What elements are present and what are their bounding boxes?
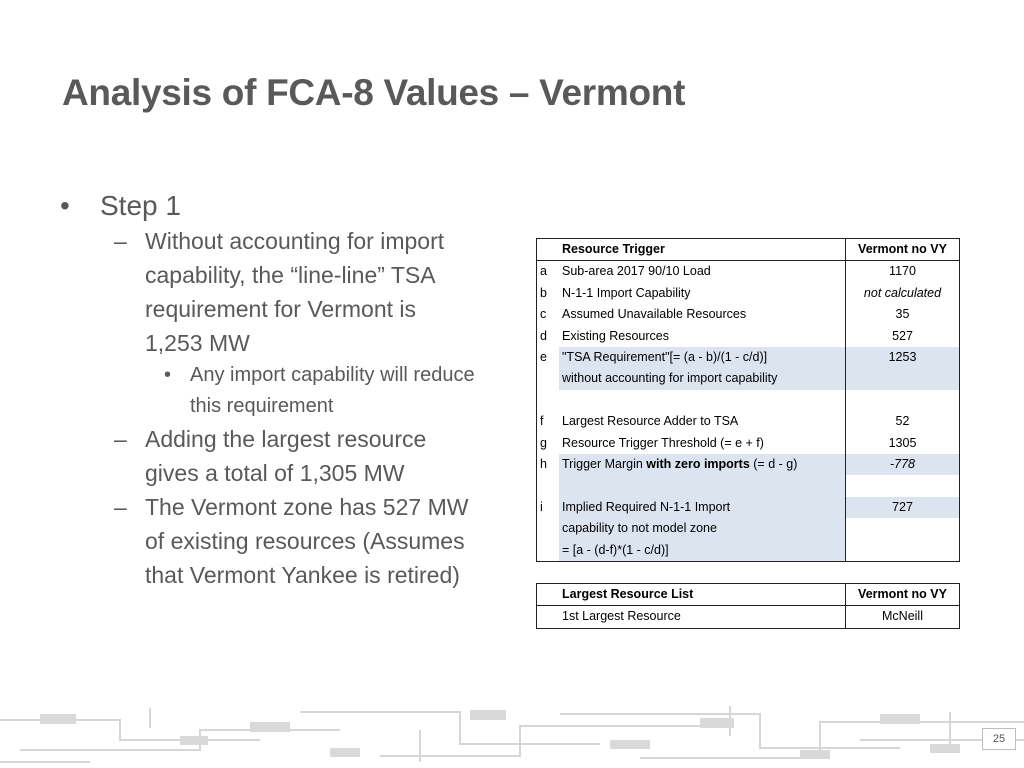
row-key: c [537,304,560,325]
table-row [537,261,960,283]
row-label: N-1-1 Import Capability [562,285,691,300]
spacer-cell [846,475,960,496]
row-value: 52 [846,411,960,432]
sub-sub-bullet [58,360,478,422]
table-row-continuation [537,518,960,539]
sub-bullet-1-text: Without accounting for import capability, the “line-line” TSA requirement for Vermont is 1,253 MW [145,228,445,356]
row-label: Existing Resources [562,328,669,343]
table-row [537,433,960,454]
dash-icon: – [114,426,127,452]
sub-bullet-2 [58,422,478,490]
row-label-cont: without accounting for import capability [559,368,846,389]
row-label: Resource Trigger Threshold (= e + f) [562,435,764,450]
row-key: g [537,433,560,454]
table-header-row [537,584,960,606]
sub-bullet-1 [58,224,478,360]
table-row [537,304,960,325]
row-label-bold: with zero imports [646,457,750,472]
spacer-cell [537,475,560,496]
sub-bullet-3-text: The Vermont zone has 527 MW of existing resources (Assumes that Vermont Yankee is retired) [145,494,469,588]
row-label: Sub-area 2017 90/10 Load [562,264,711,279]
row-key: i [537,497,560,518]
circuit-decoration [0,700,1024,768]
bullet-list [58,188,478,592]
table-header-label: Resource Trigger [559,239,846,261]
row-key-empty [537,368,560,389]
row-key: a [537,261,560,283]
table-header-value: Vermont no VY [846,239,960,261]
dash-icon: – [114,228,127,254]
dash-icon: – [114,494,127,520]
row-key: e [537,347,560,368]
row-value-empty [846,540,960,562]
table-row [537,497,960,518]
bullet-step-text: Step 1 [100,190,181,221]
row-value: McNeill [846,606,960,628]
spacer-cell [537,390,560,411]
row-label [559,454,846,475]
row-label: Assumed Unavailable Resources [562,307,747,322]
slide-title: Analysis of FCA-8 Values – Vermont [62,72,686,113]
table-header-key [537,584,560,606]
table-row [537,347,960,368]
table-row [537,326,960,347]
row-value: 1253 [846,347,960,368]
bullet-step [58,188,478,224]
row-key: d [537,326,560,347]
sub-bullet-2-text: Adding the largest resource gives a total of 1,305 MW [145,426,427,486]
resource-trigger-table [536,238,960,562]
row-value: 527 [846,326,960,347]
row-value-empty [846,368,960,389]
row-label-prefix: Trigger Margin [562,457,647,472]
table-header-value: Vermont no VY [846,584,960,606]
table-header-label: Largest Resource List [559,584,846,606]
row-label: "TSA Requirement"[= (a - b)/(1 - c/d)] [559,347,846,368]
row-label: Implied Required N-1-1 Import [559,497,846,518]
spacer-cell [559,475,846,496]
table-spacer-row [537,475,960,496]
row-value-empty [846,518,960,539]
row-key: h [537,454,560,475]
table-row [537,411,960,432]
table-header-key [537,239,560,261]
row-key-empty [537,518,560,539]
row-label-suffix: (= d - g) [749,457,798,472]
row-value: -778 [846,454,960,475]
page-number: 25 [982,728,1016,750]
row-label: 1st Largest Resource [559,606,846,628]
table-header-row [537,239,960,261]
spacer-cell [846,390,960,411]
largest-resource-table [536,583,960,629]
row-key-empty [537,606,560,628]
sub-bullet-3 [58,490,478,592]
table-row-continuation [537,540,960,562]
row-value: 1305 [846,433,960,454]
row-label-cont: = [a - (d-f)*(1 - c/d)] [559,540,846,562]
spacer-cell [559,390,846,411]
row-label: Largest Resource Adder to TSA [562,414,739,429]
row-label-cont: capability to not model zone [559,518,846,539]
table-row [537,283,960,304]
row-value: 35 [846,304,960,325]
table-row [537,454,960,475]
row-value: 727 [846,497,960,518]
sub-sub-bullet-text: Any import capability will reduce this requirement [190,364,475,417]
row-value: 1170 [846,261,960,283]
bullet-dot-icon: • [164,364,172,386]
bullet-dot-icon: • [60,190,70,221]
table-spacer-row [537,390,960,411]
table-row-continuation [537,368,960,389]
row-key: b [537,283,560,304]
table-row [537,606,960,628]
row-key: f [537,411,560,432]
row-value: not calculated [846,283,960,304]
row-key-empty [537,540,560,562]
